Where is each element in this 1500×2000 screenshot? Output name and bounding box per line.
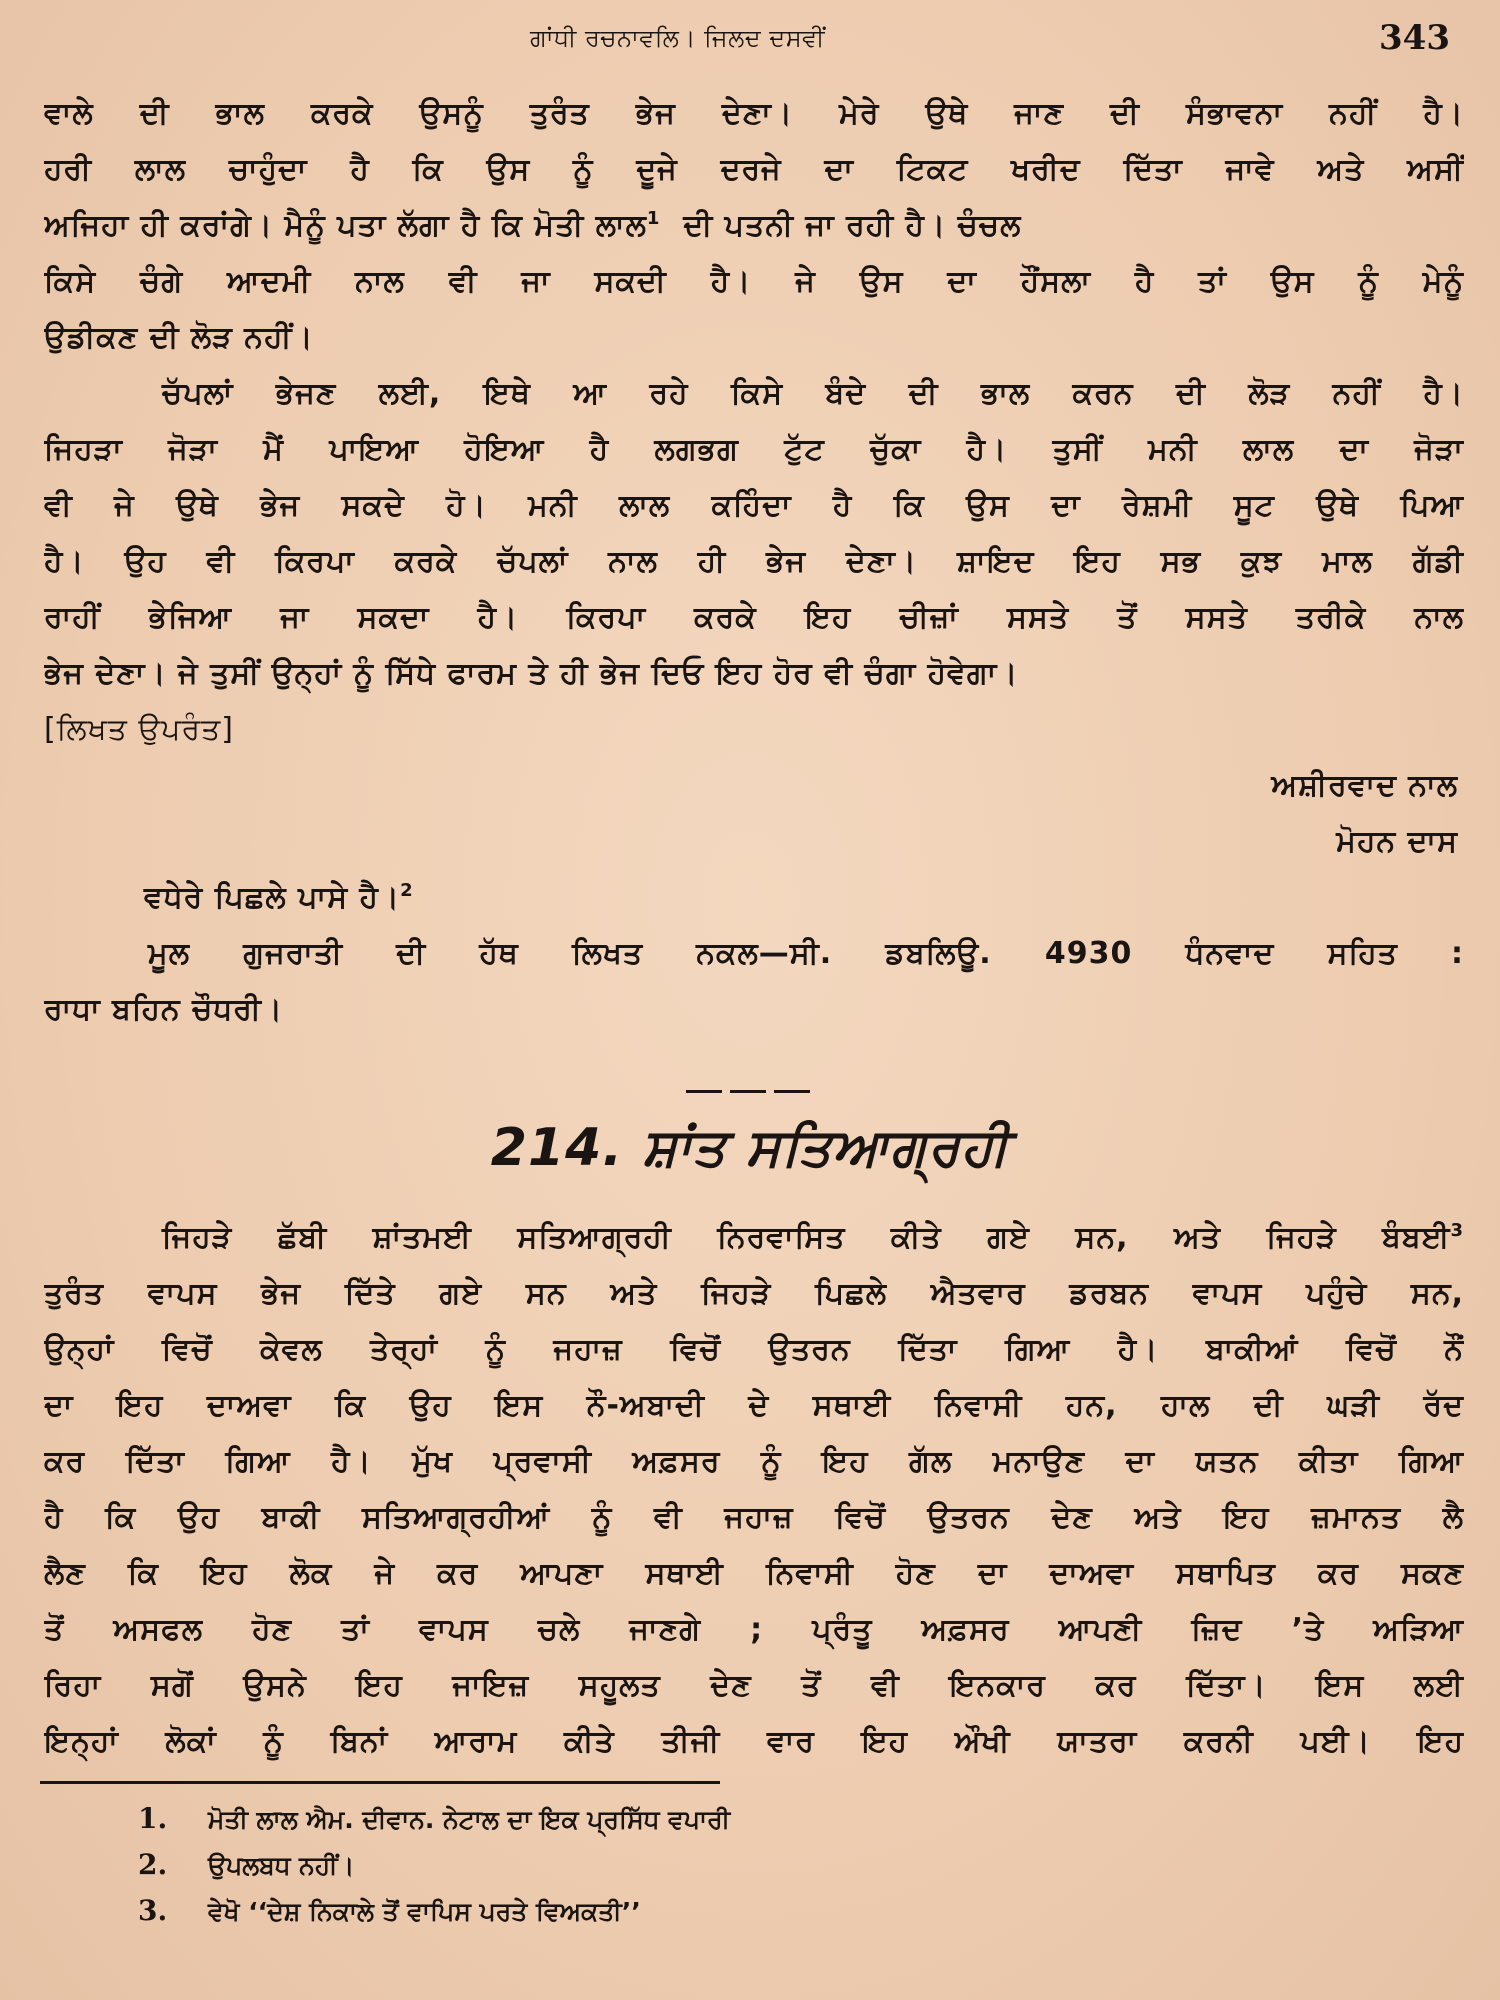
text-line: ਜਿਹੜਾ ਜੋੜਾ ਮੈਂ ਪਾਇਆ ਹੋਇਆ ਹੈ ਲਗਭਗ ਟੁੱਟ ਚੁੱਕਾ ਹੈ। ਤੁਸੀਂ ਮਨੀ ਲਾਲ ਦਾ ਜੋੜਾ (44, 432, 1464, 467)
text-line: ਭੇਜ ਦੇਣਾ। ਜੇ ਤੁਸੀਂ ਉਨ੍ਹਾਂ ਨੂੰ ਸਿੱਧੇ ਫਾਰਮ ਤੇ ਹੀ ਭੇਜ ਦਿਓ ਇਹ ਹੋਰ ਵੀ ਚੰਗਾ ਹੋਵੇਗਾ। (44, 656, 1019, 691)
footnote-number: 2. (138, 1848, 168, 1881)
text-line: ਤੋਂ ਅਸਫਲ ਹੋਣ ਤਾਂ ਵਾਪਸ ਚਲੇ ਜਾਣਗੇ ; ਪ੍ਰੰਤੂ ਅਫ਼ਸਰ ਆਪਣੀ ਜ਼ਿਦ ’ਤੇ ਅੜਿਆ (44, 1612, 1464, 1647)
footnote-text: ਵੇਖੋ ‘‘ਦੇਸ਼ ਨਿਕਾਲੇ ਤੋਂ ਵਾਪਿਸ ਪਰਤੇ ਵਿਅਕਤੀ’’ (208, 1897, 641, 1926)
page-header (40, 18, 1450, 58)
footnotes (138, 1796, 730, 1934)
text-line: ਵੀ ਜੇ ਉਥੇ ਭੇਜ ਸਕਦੇ ਹੋ। ਮਨੀ ਲਾਲ ਕਹਿੰਦਾ ਹੈ ਕਿ ਉਸ ਦਾ ਰੇਸ਼ਮੀ ਸੂਟ ਉਥੇ ਪਿਆ (44, 488, 1464, 523)
footnote-number: 1. (138, 1802, 168, 1835)
footnote-rule (40, 1781, 720, 1784)
text-line (44, 1210, 1464, 1266)
footnote-ref-1: 1 (646, 208, 661, 229)
page-number: 343 (1379, 18, 1450, 58)
footnote-text: ਮੋਤੀ ਲਾਲ ਐਮ. ਦੀਵਾਨ. ਨੇਟਾਲ ਦਾ ਇਕ ਪ੍ਰਸਿੱਧ ਵਪਾਰੀ (208, 1805, 731, 1834)
footnote-ref-3: 3 (1450, 1220, 1464, 1241)
extra-note-text: ਵਧੇਰੇ ਪਿਛਲੇ ਪਾਸੇ ਹੈ। (144, 880, 401, 915)
text-line: ਰਿਹਾ ਸਗੋਂ ਉਸਨੇ ਇਹ ਜਾਇਜ਼ ਸਹੂਲਤ ਦੇਣ ਤੋਂ ਵੀ ਇਨਕਾਰ ਕਰ ਦਿੱਤਾ। ਇਸ ਲਈ (44, 1668, 1464, 1703)
text-line: ਹੈ। ਉਹ ਵੀ ਕਿਰਪਾ ਕਰਕੇ ਚੱਪਲਾਂ ਨਾਲ ਹੀ ਭੇਜ ਦੇਣਾ। ਸ਼ਾਇਦ ਇਹ ਸਭ ਕੁਝ ਮਾਲ ਗੱਡੀ (44, 544, 1464, 579)
footnote-ref-2: 2 (400, 880, 414, 901)
text-fragment: ਜਿਹੜੇ ਛੱਬੀ ਸ਼ਾਂਤਮਈ ਸਤਿਆਗ੍ਰਹੀ ਨਿਰਵਾਸਿਤ ਕੀਤੇ ਗਏ ਸਨ, ਅਤੇ ਜਿਹੜੇ ਬੰਬਈ (162, 1220, 1451, 1255)
signature: ਮੋਹਨ ਦਾਸ (1336, 824, 1458, 859)
text-line: ਉਨ੍ਹਾਂ ਵਿਚੋਂ ਕੇਵਲ ਤੇਰ੍ਹਾਂ ਨੂੰ ਜਹਾਜ਼ ਵਿਚੋਂ ਉਤਰਨ ਦਿੱਤਾ ਗਿਆ ਹੈ। ਬਾਕੀਆਂ ਵਿਚੋਂ ਨੌਂ (44, 1332, 1464, 1367)
footnote-number: 3. (138, 1894, 168, 1927)
text-line: ਲੈਣ ਕਿ ਇਹ ਲੋਕ ਜੇ ਕਰ ਆਪਣਾ ਸਥਾਈ ਨਿਵਾਸੀ ਹੋਣ ਦਾ ਦਾਅਵਾ ਸਥਾਪਿਤ ਕਰ ਸਕਣ (44, 1556, 1464, 1591)
text-line: ਵਾਲੇ ਦੀ ਭਾਲ ਕਰਕੇ ਉਸਨੂੰ ਤੁਰੰਤ ਭੇਜ ਦੇਣਾ। ਮੇਰੇ ਉਥੇ ਜਾਣ ਦੀ ਸੰਭਾਵਨਾ ਨਹੀਂ ਹੈ। (44, 96, 1464, 131)
footnote-text: ਉਪਲਬਧ ਨਹੀਂ। (208, 1851, 355, 1880)
text-line: ਰਾਹੀਂ ਭੇਜਿਆ ਜਾ ਸਕਦਾ ਹੈ। ਕਿਰਪਾ ਕਰਕੇ ਇਹ ਚੀਜ਼ਾਂ ਸਸਤੇ ਤੋਂ ਸਸਤੇ ਤਰੀਕੇ ਨਾਲ (44, 600, 1464, 635)
footnote (138, 1842, 730, 1888)
letter-body (44, 86, 1464, 1038)
text-line: ਹਰੀ ਲਾਲ ਚਾਹੁੰਦਾ ਹੈ ਕਿ ਉਸ ਨੂੰ ਦੂਜੇ ਦਰਜੇ ਦਾ ਟਿਕਟ ਖਰੀਦ ਦਿੱਤਾ ਜਾਵੇ ਅਤੇ ਅਸੀਂ (44, 152, 1464, 187)
postscript-label: [ਲਿਖਤ ਉਪਰੰਤ] (44, 712, 234, 747)
source-line: ਰਾਧਾ ਬਹਿਨ ਚੌਧਰੀ। (44, 992, 284, 1027)
text-line: ਹੈ ਕਿ ਉਹ ਬਾਕੀ ਸਤਿਆਗ੍ਰਹੀਆਂ ਨੂੰ ਵੀ ਜਹਾਜ਼ ਵਿਚੋਂ ਉਤਰਨ ਦੇਣ ਅਤੇ ਇਹ ਜ਼ਮਾਨਤ ਲੈ (44, 1500, 1464, 1535)
footnote (138, 1888, 730, 1934)
footnote (138, 1796, 730, 1842)
text-line: ਕਰ ਦਿੱਤਾ ਗਿਆ ਹੈ। ਮੁੱਖ ਪ੍ਰਵਾਸੀ ਅਫ਼ਸਰ ਨੂੰ ਇਹ ਗੱਲ ਮਨਾਉਣ ਦਾ ਯਤਨ ਕੀਤਾ ਗਿਆ (44, 1444, 1464, 1479)
running-head: ਗਾਂਧੀ ਰਚਨਾਵਲਿ। ਜਿਲਦ ਦਸਵੀਂ (530, 24, 825, 52)
text-line (44, 198, 1464, 254)
text-line: ਤੁਰੰਤ ਵਾਪਸ ਭੇਜ ਦਿੱਤੇ ਗਏ ਸਨ ਅਤੇ ਜਿਹੜੇ ਪਿਛਲੇ ਐਤਵਾਰ ਡਰਬਨ ਵਾਪਸ ਪਹੁੰਚੇ ਸਨ, (44, 1276, 1464, 1311)
text-line: ਕਿਸੇ ਚੰਗੇ ਆਦਮੀ ਨਾਲ ਵੀ ਜਾ ਸਕਦੀ ਹੈ। ਜੇ ਉਸ ਦਾ ਹੌਂਸਲਾ ਹੈ ਤਾਂ ਉਸ ਨੂੰ ਮੇਨੂੰ (44, 264, 1464, 299)
text-fragment: ਅਜਿਹਾ ਹੀ ਕਰਾਂਗੇ। ਮੈਨੂੰ ਪਤਾ ਲੱਗਾ ਹੈ ਕਿ ਮੋਤੀ ਲਾਲ (44, 208, 647, 243)
section-title: 214. ਸ਼ਾਂਤ ਸਤਿਆਗ੍ਰਹੀ (490, 1118, 1010, 1178)
text-line: ਚੱਪਲਾਂ ਭੇਜਣ ਲਈ, ਇਥੇ ਆ ਰਹੇ ਕਿਸੇ ਬੰਦੇ ਦੀ ਭਾਲ ਕਰਨ ਦੀ ਲੋੜ ਨਹੀਂ ਹੈ। (162, 376, 1464, 411)
section-body (44, 1210, 1464, 1770)
source-line: ਮੂਲ ਗੁਜਰਾਤੀ ਦੀ ਹੱਥ ਲਿਖਤ ਨਕਲ—ਸੀ. ਡਬਲਿਊ. 4930 ਧੰਨਵਾਦ ਸਹਿਤ : (148, 936, 1464, 971)
text-fragment: ਦੀ ਪਤਨੀ ਜਾ ਰਹੀ ਹੈ। ਚੰਚਲ (683, 208, 1022, 243)
text-line: ਇਨ੍ਹਾਂ ਲੋਕਾਂ ਨੂੰ ਬਿਨਾਂ ਆਰਾਮ ਕੀਤੇ ਤੀਜੀ ਵਾਰ ਇਹ ਔਖੀ ਯਾਤਰਾ ਕਰਨੀ ਪਈ। ਇਹ (44, 1724, 1464, 1759)
extra-note (44, 870, 1464, 926)
section-divider (686, 1084, 810, 1098)
text-line: ਦਾ ਇਹ ਦਾਅਵਾ ਕਿ ਉਹ ਇਸ ਨੌ-ਅਬਾਦੀ ਦੇ ਸਥਾਈ ਨਿਵਾਸੀ ਹਨ, ਹਾਲ ਦੀ ਘੜੀ ਰੱਦ (44, 1388, 1464, 1423)
text-line: ਉਡੀਕਣ ਦੀ ਲੋੜ ਨਹੀਂ। (44, 320, 314, 355)
closing: ਅਸ਼ੀਰਵਾਦ ਨਾਲ (1271, 768, 1458, 803)
